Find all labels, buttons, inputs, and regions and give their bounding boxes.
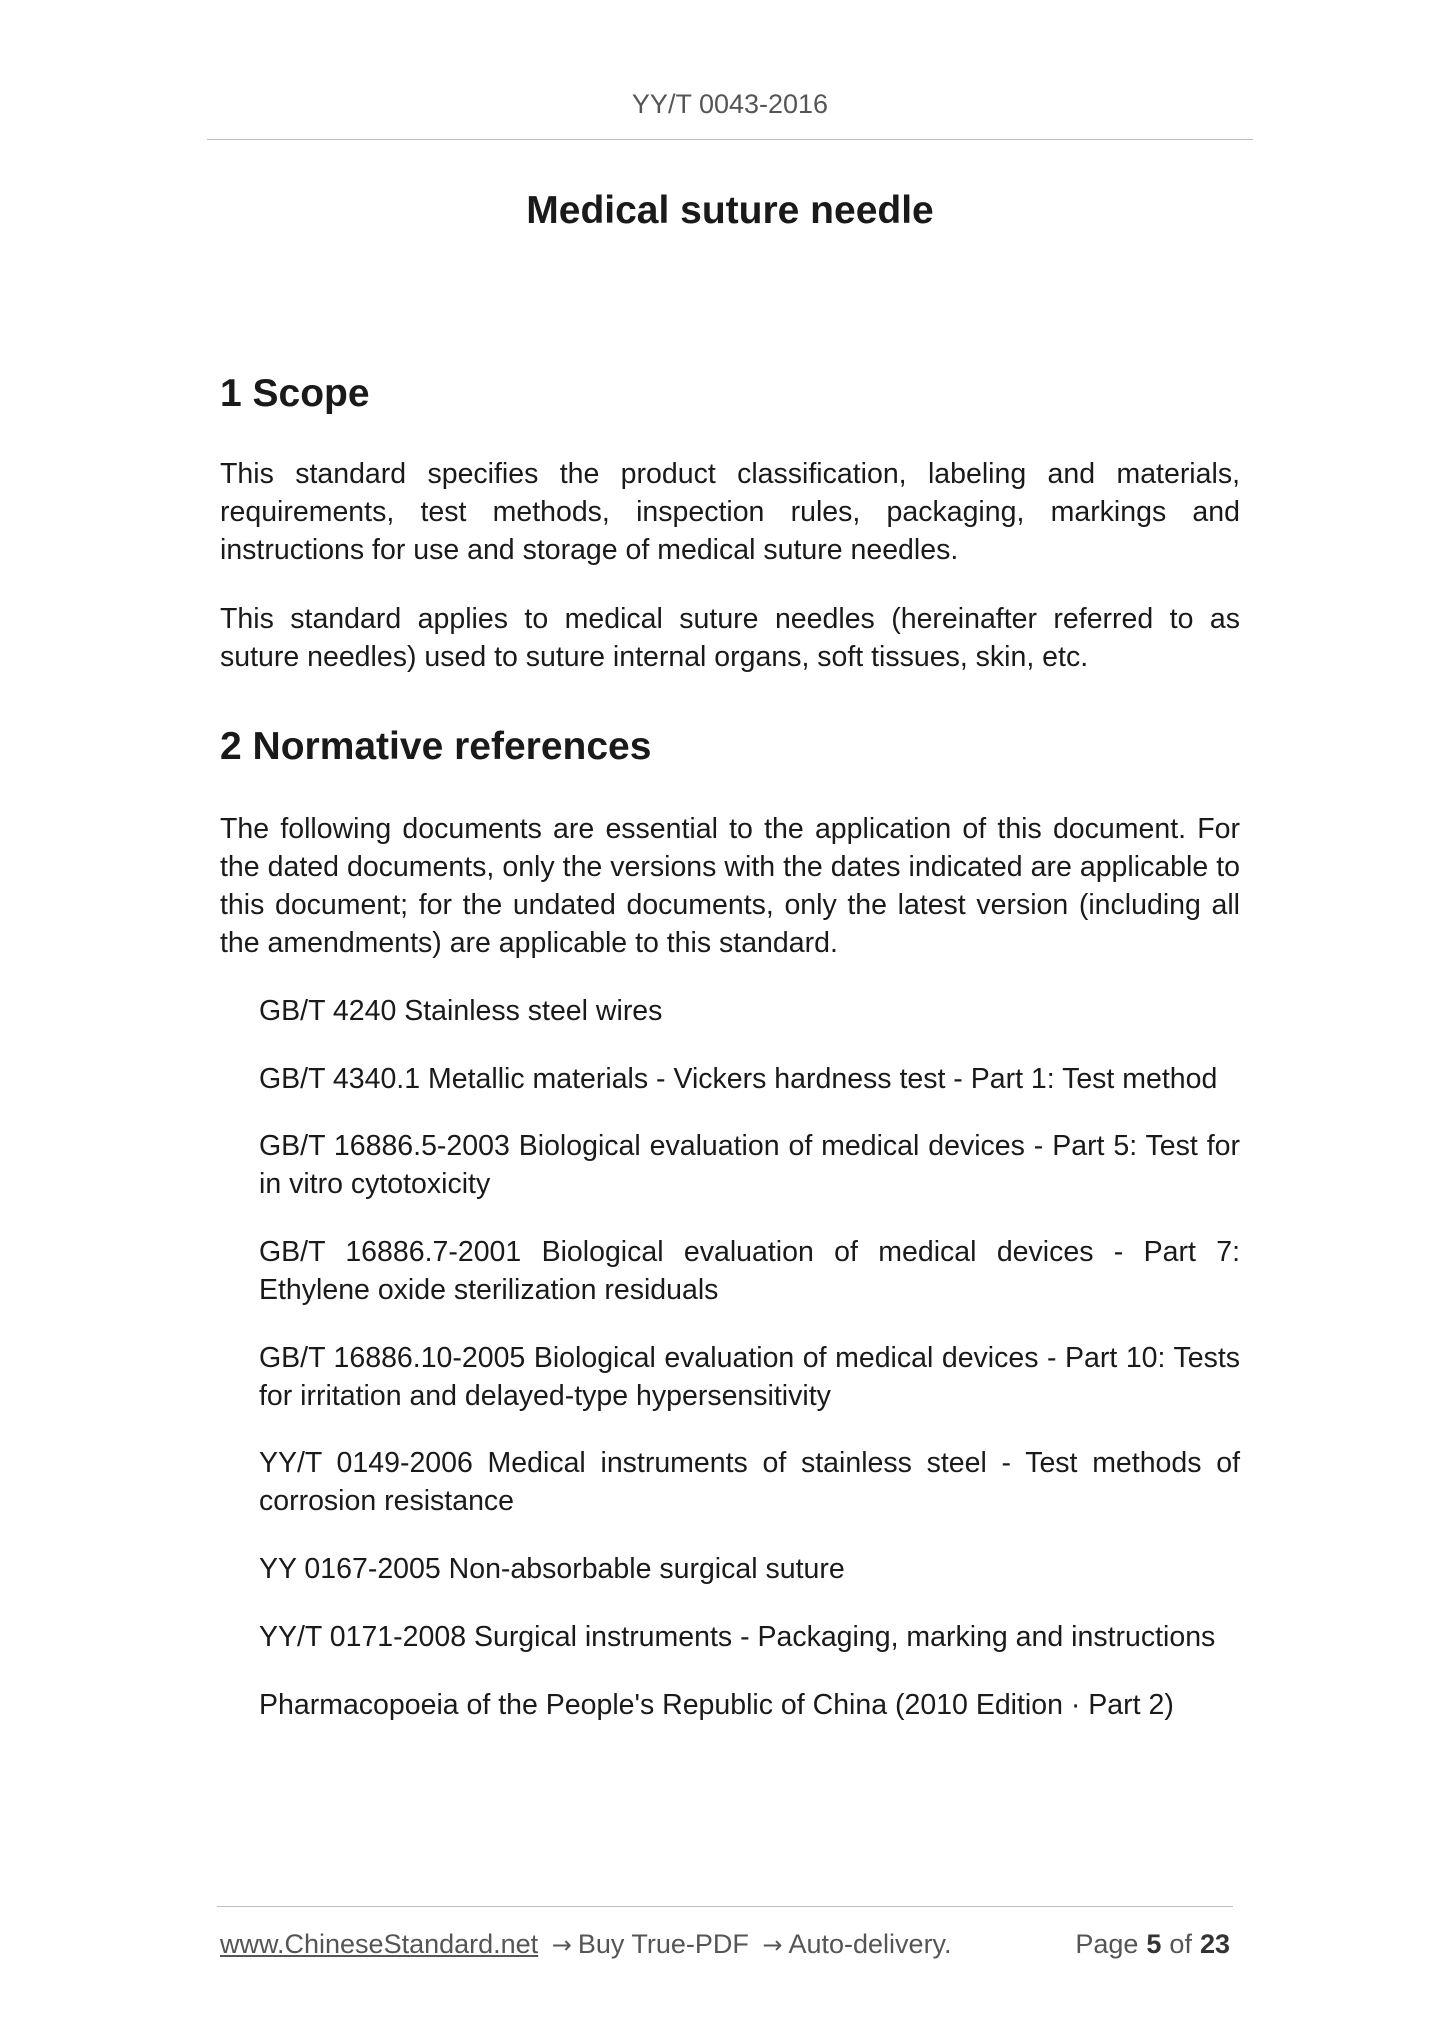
scope-paragraph: This standard specifies the product classification, labeling and materials, requirements, test methods, inspection rules, packaging, markings and instructions for use and storage of medical suture needles.: [220, 458, 1240, 566]
page-of: of: [1169, 1929, 1192, 1959]
arrow-right-icon: →: [762, 1931, 783, 1959]
page-total: 23: [1199, 1929, 1230, 1959]
reference-item: GB/T 4340.1 Metallic materials - Vickers hardness test - Part 1: Test method: [259, 1063, 1218, 1095]
footer-promo: [220, 1924, 952, 1965]
page-footer: [220, 1924, 1230, 1964]
header-divider: [207, 139, 1253, 140]
reference-item: YY 0167-2005 Non-absorbable surgical suture: [259, 1553, 845, 1585]
normative-references-paragraph: The following documents are essential to the application of this document. For the dated documents, only the versions with the dates indicated are applicable to this document; for the undated documents, only the latest version (including all the amendments) are applicable to this standard.: [220, 813, 1240, 959]
website-link[interactable]: www.ChineseStandard.net: [220, 1929, 539, 1959]
footer-divider: [217, 1906, 1233, 1907]
reference-item: GB/T 4240 Stainless steel wires: [259, 995, 663, 1027]
scope-paragraph: This standard applies to medical suture needles (hereinafter referred to as suture needles) used to suture internal organs, soft tissues, skin, etc.: [220, 603, 1240, 673]
page-indicator: [1075, 1924, 1230, 1964]
reference-item: GB/T 16886.7-2001 Biological evaluation of medical devices - Part 7: Ethylene oxide sterilization residuals: [259, 1236, 1240, 1306]
page-current: 5: [1146, 1929, 1162, 1959]
section-heading-scope: 1 Scope: [220, 372, 370, 415]
reference-item: YY/T 0171-2008 Surgical instruments - Packaging, marking and instructions: [259, 1621, 1216, 1653]
delivery-text: Auto-delivery.: [788, 1929, 952, 1959]
reference-item: GB/T 16886.10-2005 Biological evaluation of medical devices - Part 10: Tests for irritation and delayed-type hypersensitivity: [259, 1342, 1240, 1412]
page-header: YY/T 0043-2016: [631, 89, 829, 119]
reference-item: Pharmacopoeia of the People's Republic of China (2010 Edition · Part 2): [259, 1689, 1174, 1721]
page-label: Page: [1075, 1929, 1139, 1959]
arrow-right-icon: →: [551, 1931, 572, 1959]
buy-text: Buy True-PDF: [577, 1929, 749, 1959]
section-heading-normative-references: 2 Normative references: [220, 725, 652, 768]
reference-item: YY/T 0149-2006 Medical instruments of stainless steel - Test methods of corrosion resistance: [259, 1447, 1240, 1517]
reference-item: GB/T 16886.5-2003 Biological evaluation of medical devices - Part 5: Test for in vitro cytotoxicity: [259, 1130, 1240, 1200]
document-title: Medical suture needle: [526, 189, 934, 232]
